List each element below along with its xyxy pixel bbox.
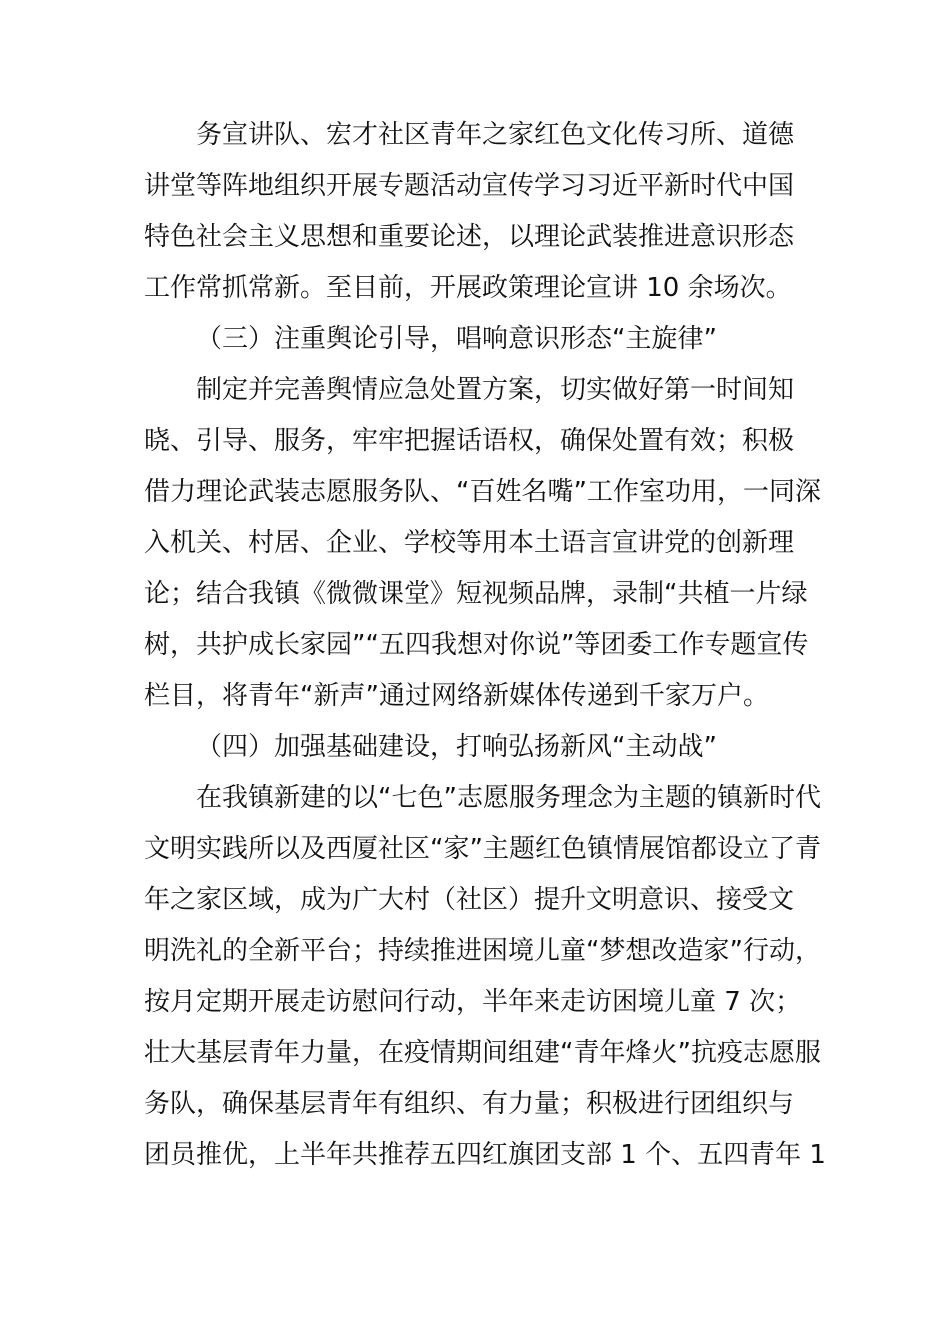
paragraph-line: 团员推优，上半年共推荐五四红旗团支部 1 个、五四青年 1 [144, 1140, 826, 1170]
paragraph-line: 明洗礼的全新平台；持续推进困境儿童“梦想改造家”行动， [144, 936, 821, 966]
document-body [144, 110, 826, 1181]
paragraph-line: 讲堂等阵地组织开展专题活动宣传学习习近平新时代中国 [144, 171, 795, 201]
paragraph-line: 务队，确保基层青年有组织、有力量；积极进行团组织与 [144, 1089, 795, 1119]
section-heading-3: （三）注重舆论引导，唱响意识形态“主旋律” [196, 324, 717, 354]
paragraph-line: 晓、引导、服务，牢牢把握话语权，确保处置有效；积极 [144, 426, 795, 456]
paragraph-line: 工作常抓常新。至目前，开展政策理论宣讲 10 余场次。 [144, 273, 792, 303]
paragraph-line: 制定并完善舆情应急处置方案，切实做好第一时间知 [196, 375, 795, 405]
paragraph-line: 论；结合我镇《微微课堂》短视频品牌，录制“共植一片绿 [144, 579, 808, 609]
paragraph-line: 入机关、村居、企业、学校等用本土语言宣讲党的创新理 [144, 528, 795, 558]
paragraph-line: 壮大基层青年力量，在疫情期间组建“青年烽火”抗疫志愿服 [144, 1038, 821, 1068]
paragraph-line: 按月定期开展走访慰问行动，半年来走访困境儿童 7 次； [144, 987, 802, 1017]
paragraph-line: 借力理论武装志愿服务队、“百姓名嘴”工作室功用，一同深 [144, 477, 821, 507]
paragraph-line: 务宣讲队、宏才社区青年之家红色文化传习所、道德 [196, 120, 795, 150]
paragraph-line: 栏目，将青年“新声”通过网络新媒体传递到千家万户。 [144, 681, 769, 711]
paragraph-line: 树，共护成长家园”“五四我想对你说”等团委工作专题宣传 [144, 630, 809, 660]
paragraph-line: 文明实践所以及西厦社区“家”主题红色镇情展馆都设立了青 [144, 834, 821, 864]
section-heading-4: （四）加强基础建设，打响弘扬新风“主动战” [196, 732, 717, 762]
paragraph-line: 在我镇新建的以“七色”志愿服务理念为主题的镇新时代 [196, 783, 821, 813]
paragraph-line: 特色社会主义思想和重要论述，以理论武装推进意识形态 [144, 222, 795, 252]
paragraph-line: 年之家区域，成为广大村（社区）提升文明意识、接受文 [144, 885, 795, 915]
